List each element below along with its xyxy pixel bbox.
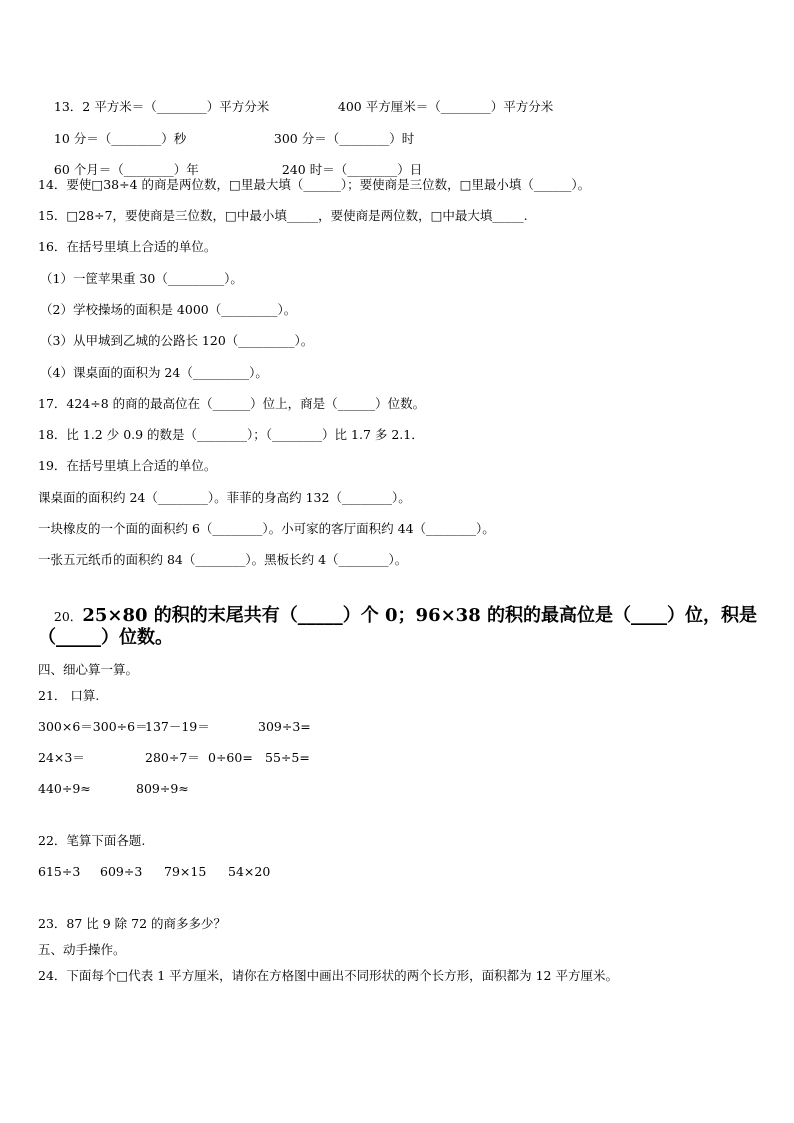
- question-19-item: 一块橡皮的一个面的面积约 6（________）。小可家的客厅面积约 44（________）。: [38, 521, 495, 536]
- q21-expr: 24×3＝: [38, 750, 85, 765]
- question-16-item: （1）一筐苹果重 30（_________）。: [40, 271, 243, 286]
- question-20-text: 25×80 的积的末尾共有（_____）个 0；96×38 的积的最高位是（____）位，积是: [82, 605, 757, 626]
- q13-item: 240 时＝（________）日: [281, 162, 423, 177]
- q21-expr: 440÷9≈: [38, 781, 91, 796]
- q13-item: 13．2 平方米＝（________）平方分米: [53, 99, 270, 114]
- q22-expr: 79×15: [164, 864, 207, 879]
- question-16-title: 16．在括号里填上合适的单位。: [38, 239, 217, 254]
- question-22-title: 22．笔算下面各题.: [38, 833, 146, 848]
- question-20-line2: （_____）位数。: [38, 627, 173, 648]
- q13-item: 60 个月＝（________）年: [53, 162, 199, 177]
- question-23: 23．87 比 9 除 72 的商多多少？: [38, 916, 227, 931]
- question-14: 14．要使□38÷4 的商是两位数，□里最大填（______）；要使商是三位数，□里最小填（______）。: [38, 177, 591, 192]
- q13-item: 300 分＝（________）时: [273, 131, 415, 146]
- q21-expr: 309÷3=: [258, 719, 311, 734]
- question-19-item: 一张五元纸币的面积约 84（________）。黑板长约 4（________）。: [38, 552, 408, 567]
- section-4-heading: 四、细心算一算。: [38, 662, 139, 677]
- question-19-item: 课桌面的面积约 24（________）。菲菲的身高约 132（________）。: [38, 490, 411, 505]
- q21-expr: 300×6＝300÷6＝: [38, 719, 148, 734]
- question-20-number: 20．: [53, 609, 83, 624]
- question-19-title: 19．在括号里填上合适的单位。: [38, 458, 217, 473]
- question-21-title: 21． 口算.: [38, 688, 100, 703]
- section-5-heading: 五、动手操作。: [38, 942, 126, 957]
- q21-expr: 0÷60=: [208, 750, 253, 765]
- question-18: 18．比 1.2 少 0.9 的数是（________）；（________）比 1.7 多 2.1．: [38, 427, 424, 442]
- question-16-item: （2）学校操场的面积是 4000（_________）。: [40, 302, 297, 317]
- q13-item: 400 平方厘米＝（________）平方分米: [337, 99, 554, 114]
- question-17: 17．424÷8 的商的最高位在（______）位上，商是（______）位数。: [38, 396, 426, 411]
- question-16-item: （3）从甲城到乙城的公路长 120（_________）。: [40, 333, 314, 348]
- q22-expr: 615÷3: [38, 864, 81, 879]
- q21-expr: 280÷7＝: [145, 750, 200, 765]
- q13-item: 10 分＝（________）秒: [53, 131, 187, 146]
- q22-expr: 609÷3: [100, 864, 143, 879]
- question-16-item: （4）课桌面的面积为 24（_________）。: [40, 365, 268, 380]
- question-15: 15．□28÷7，要使商是三位数，□中最小填_____，要使商是两位数，□中最大填_____.: [38, 208, 528, 223]
- q21-expr: 809÷9≈: [136, 781, 189, 796]
- q21-expr: 55÷5=: [265, 750, 310, 765]
- q21-expr: 137－19＝: [145, 719, 210, 734]
- q22-expr: 54×20: [228, 864, 271, 879]
- question-24: 24．下面每个□代表 1 平方厘米，请你在方格图中画出不同形状的两个长方形，面积都为 12 平方厘米。: [38, 968, 618, 983]
